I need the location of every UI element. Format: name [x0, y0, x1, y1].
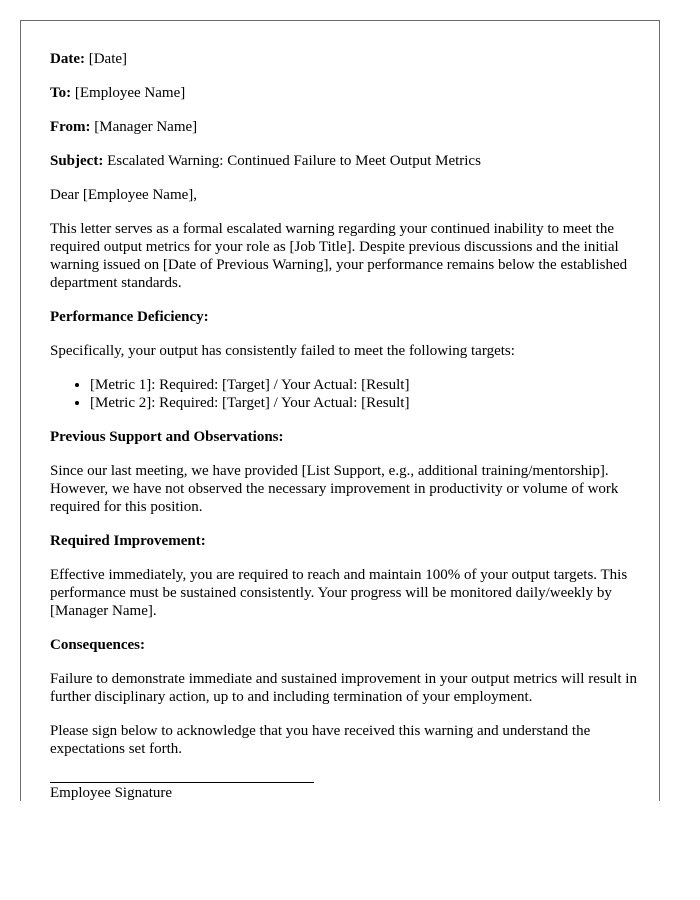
metrics-list [50, 376, 640, 412]
deficiency-heading-text: Performance Deficiency: [50, 309, 209, 325]
improvement-heading [50, 532, 640, 550]
letter-page [20, 20, 660, 801]
subject-line [50, 152, 640, 170]
intro-paragraph: This letter serves as a formal escalated warning regarding your continued inability to meet the required output metrics for your role as [Job Title]. Despite previous discussions and the initial warning issued on [Date of Previous Warning], your performance remains below the established department standards. [50, 221, 628, 291]
employee-signature-line [50, 782, 314, 801]
improvement-heading-text: Required Improvement: [50, 533, 206, 549]
subject-label: Subject: [50, 153, 104, 169]
deficiency-paragraph: Specifically, your output has consistently failed to meet the following targets: [50, 343, 515, 359]
date-value: [Date] [84, 51, 128, 67]
closing-paragraph: Please sign below to acknowledge that you have received this warning and understand the expectations set forth. [50, 723, 591, 757]
support-heading [50, 428, 640, 446]
improvement-paragraph: Effective immediately, you are required to reach and maintain 100% of your output targets. This performance must be sustained consistently. Your progress will be monitored daily/weekly by [Manager Name]. [50, 567, 628, 619]
list-item: • [Metric 1]: Required: [Target] / Your Actual: [Result] [90, 376, 640, 394]
list-item: • [Metric 2]: Required: [Target] / Your Actual: [Result] [90, 394, 640, 412]
consequences-heading [50, 636, 640, 654]
to-value: [Employee Name] [71, 85, 186, 101]
date-label: Date: [50, 51, 85, 67]
support-paragraph: Since our last meeting, we have provided [List Support, e.g., additional training/mentorship]. However, we have not observed the necessary improvement in productivity or volume of work required for this position. [50, 463, 619, 515]
salutation: Dear [Employee Name], [50, 187, 198, 203]
consequences-heading-text: Consequences: [50, 637, 146, 653]
consequences-paragraph: Failure to demonstrate immediate and sustained improvement in your output metrics will result in further disciplinary action, up to and including termination of your employment. [50, 671, 637, 705]
employee-signature-label: Employee Signature [50, 785, 173, 801]
date-line [50, 50, 640, 68]
letter-content [50, 50, 640, 801]
support-heading-text: Previous Support and Observations: [50, 429, 284, 445]
from-line [50, 118, 640, 136]
deficiency-heading [50, 308, 640, 326]
to-label: To: [50, 85, 72, 101]
to-line [50, 84, 640, 102]
from-label: From: [50, 119, 91, 135]
from-value: [Manager Name] [90, 119, 198, 135]
subject-value: Escalated Warning: Continued Failure to Meet Output Metrics [103, 153, 481, 169]
